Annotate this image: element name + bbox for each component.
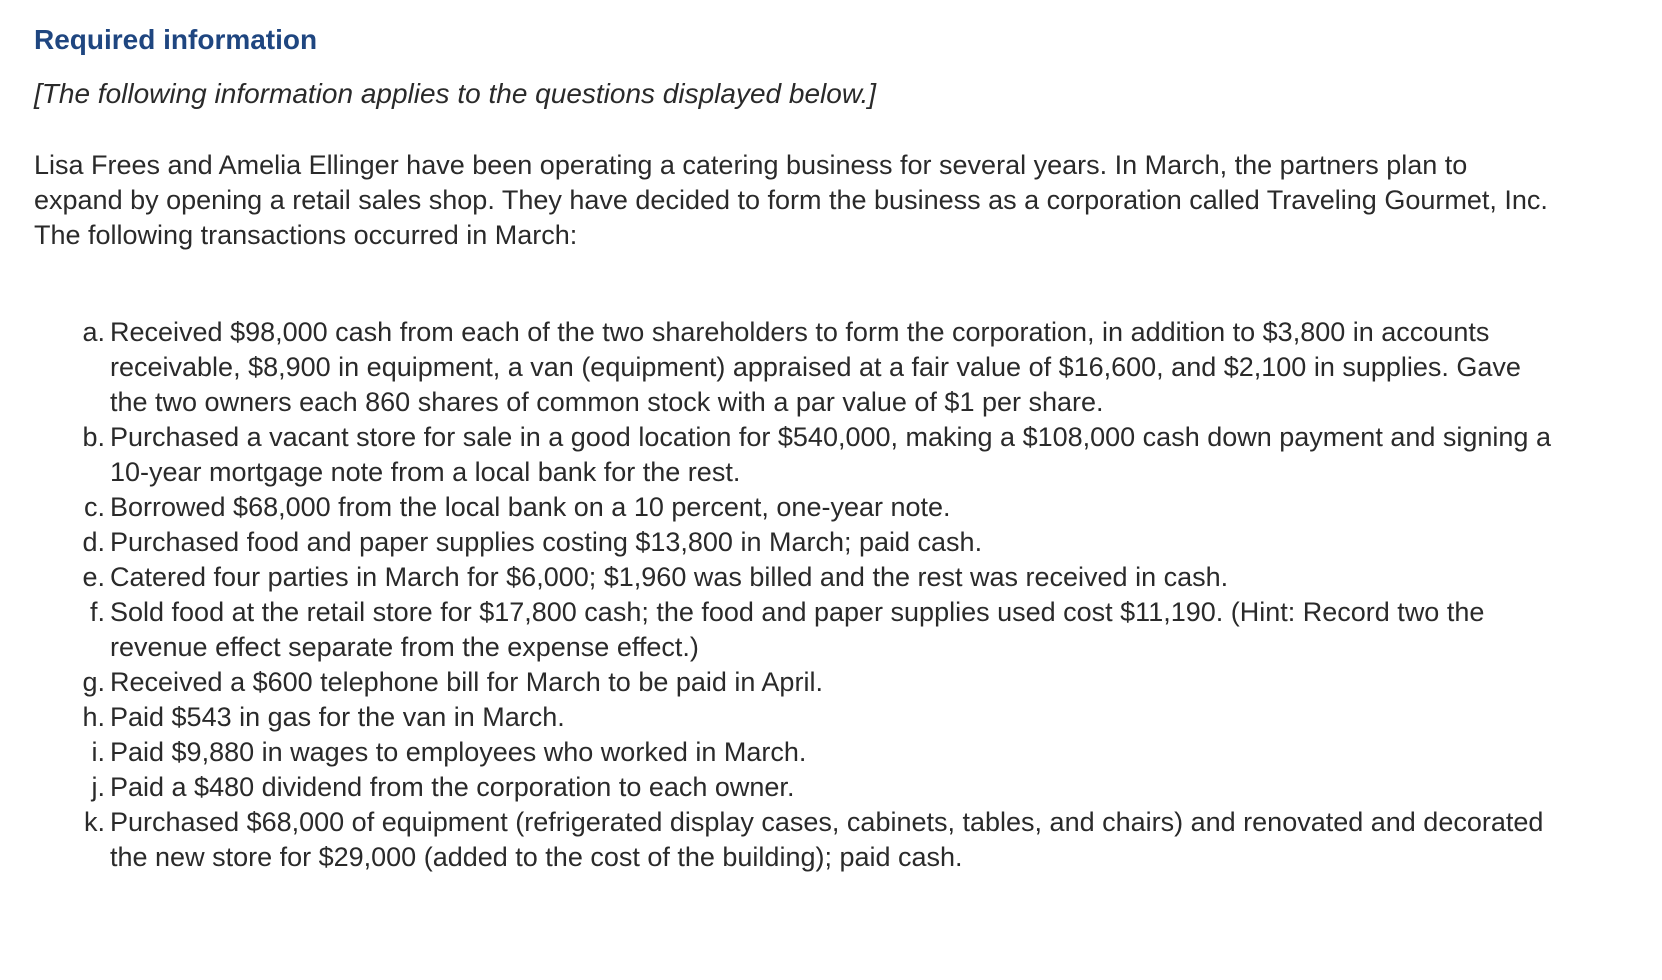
transaction-item-i xyxy=(34,735,1552,770)
intro-paragraph: Lisa Frees and Amelia Ellinger have been operating a catering business for several years. In March, the partners plan to expand by opening a retail sales shop. They have decided to form the business as a corporation called Traveling Gourmet, Inc. The following transactions occurred in March: xyxy=(34,150,1548,250)
transaction-item-c xyxy=(34,490,1552,525)
transaction-list xyxy=(34,315,1552,875)
transaction-text: Purchased a vacant store for sale in a good location for $540,000, making a $108,000 cash down payment and signing a 10-year mortgage note from a local bank for the rest. xyxy=(110,422,1551,487)
transaction-letter: c. xyxy=(83,492,105,522)
transaction-text: Paid $9,880 in wages to employees who worked in March. xyxy=(110,737,807,767)
transaction-letter: d. xyxy=(82,527,105,557)
applies-note: [The following information applies to the questions displayed below.] xyxy=(34,78,877,109)
transaction-letter: f. xyxy=(89,597,105,627)
transaction-letter: k. xyxy=(83,807,105,837)
transaction-text: Paid a $480 dividend from the corporation to each owner. xyxy=(110,772,795,802)
transaction-letter: g. xyxy=(82,667,105,697)
transaction-text: Paid $543 in gas for the van in March. xyxy=(110,702,565,732)
transaction-text: Received a $600 telephone bill for March to be paid in April. xyxy=(110,667,823,697)
transaction-item-e xyxy=(34,560,1552,595)
transaction-text: Sold food at the retail store for $17,800 cash; the food and paper supplies used cost $11,190. (Hint: Record two the revenue effect separate from the expense effect.) xyxy=(110,597,1485,662)
transaction-letter: e. xyxy=(82,562,105,592)
transaction-item-h xyxy=(34,700,1552,735)
transaction-item-k xyxy=(34,805,1552,875)
transaction-text: Borrowed $68,000 from the local bank on a 10 percent, one-year note. xyxy=(110,492,951,522)
required-information-heading: Required information xyxy=(34,24,318,55)
transaction-item-f xyxy=(34,595,1552,665)
transaction-text: Catered four parties in March for $6,000; $1,960 was billed and the rest was received in cash. xyxy=(110,562,1229,592)
transaction-letter: j. xyxy=(91,772,105,802)
transaction-letter: h. xyxy=(82,702,105,732)
transaction-text: Purchased food and paper supplies costing $13,800 in March; paid cash. xyxy=(110,527,983,557)
transaction-letter: b. xyxy=(82,422,105,452)
transaction-item-g xyxy=(34,665,1552,700)
transaction-letter: i. xyxy=(91,737,105,767)
transaction-item-d xyxy=(34,525,1552,560)
transaction-item-a xyxy=(34,315,1552,420)
transaction-text: Purchased $68,000 of equipment (refrigerated display cases, cabinets, tables, and chairs) and renovated and decorated the new store for $29,000 (added to the cost of the building); paid cash. xyxy=(110,807,1544,872)
transaction-item-b xyxy=(34,420,1552,490)
transaction-item-j xyxy=(34,770,1552,805)
transaction-text: Received $98,000 cash from each of the two shareholders to form the corporation, in addition to $3,800 in accounts receivable, $8,900 in equipment, a van (equipment) appraised at a fair value of $16,600, and $2,100 in supplies. Gave the two owners each 860 shares of common stock with a par value of $1 per share. xyxy=(110,317,1521,417)
transaction-letter: a. xyxy=(82,317,105,347)
